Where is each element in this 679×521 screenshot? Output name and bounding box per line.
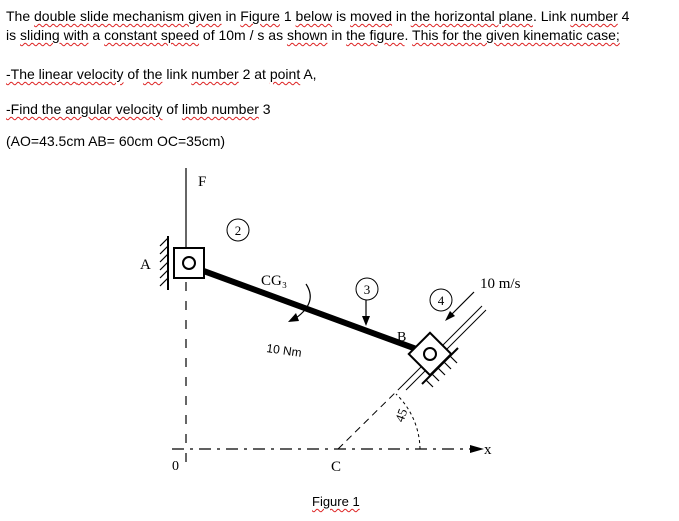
link-3-number: 3 (363, 282, 371, 297)
problem-line-2: is sliding with a constant speed of 10m / s as shown in the figure. This for the given kinematic case; (6, 27, 620, 43)
label-o: 0 (172, 459, 179, 474)
pin-b (424, 348, 436, 360)
force-arrow-icon (362, 316, 370, 326)
wall-a-hatch (160, 238, 168, 286)
problem-line-1: The double slide mechanism given in Figure 1 below is moved in the horizontal plane. Link number 4 (6, 8, 630, 24)
label-x: x (484, 442, 492, 458)
link-3-bar (190, 266, 430, 354)
torque-arrow-icon (288, 313, 299, 322)
figure-caption: Figure 1 (312, 494, 360, 509)
problem-line-3: -The linear velocity of the link number 2 at point A, (6, 66, 317, 82)
label-angle: 45 (391, 406, 411, 424)
label-torque: 10 Nm (265, 341, 303, 360)
pin-a (183, 257, 195, 269)
link-2-number: 2 (234, 223, 242, 238)
x-axis-arrow-icon (470, 445, 484, 453)
label-c: C (331, 459, 342, 475)
label-cg3: CG₃ (261, 273, 288, 289)
label-f: F (198, 174, 207, 190)
problem-line-4: -Find the angular velocity of limb number 3 (6, 101, 271, 117)
torque-arc (296, 284, 310, 318)
label-velocity: 10 m/s (480, 276, 521, 292)
label-b: B (397, 330, 407, 345)
link-4-number: 4 (437, 293, 445, 308)
label-a: A (140, 257, 151, 273)
given-dimensions: (AO=43.5cm AB= 60cm OC=35cm) (6, 133, 226, 149)
